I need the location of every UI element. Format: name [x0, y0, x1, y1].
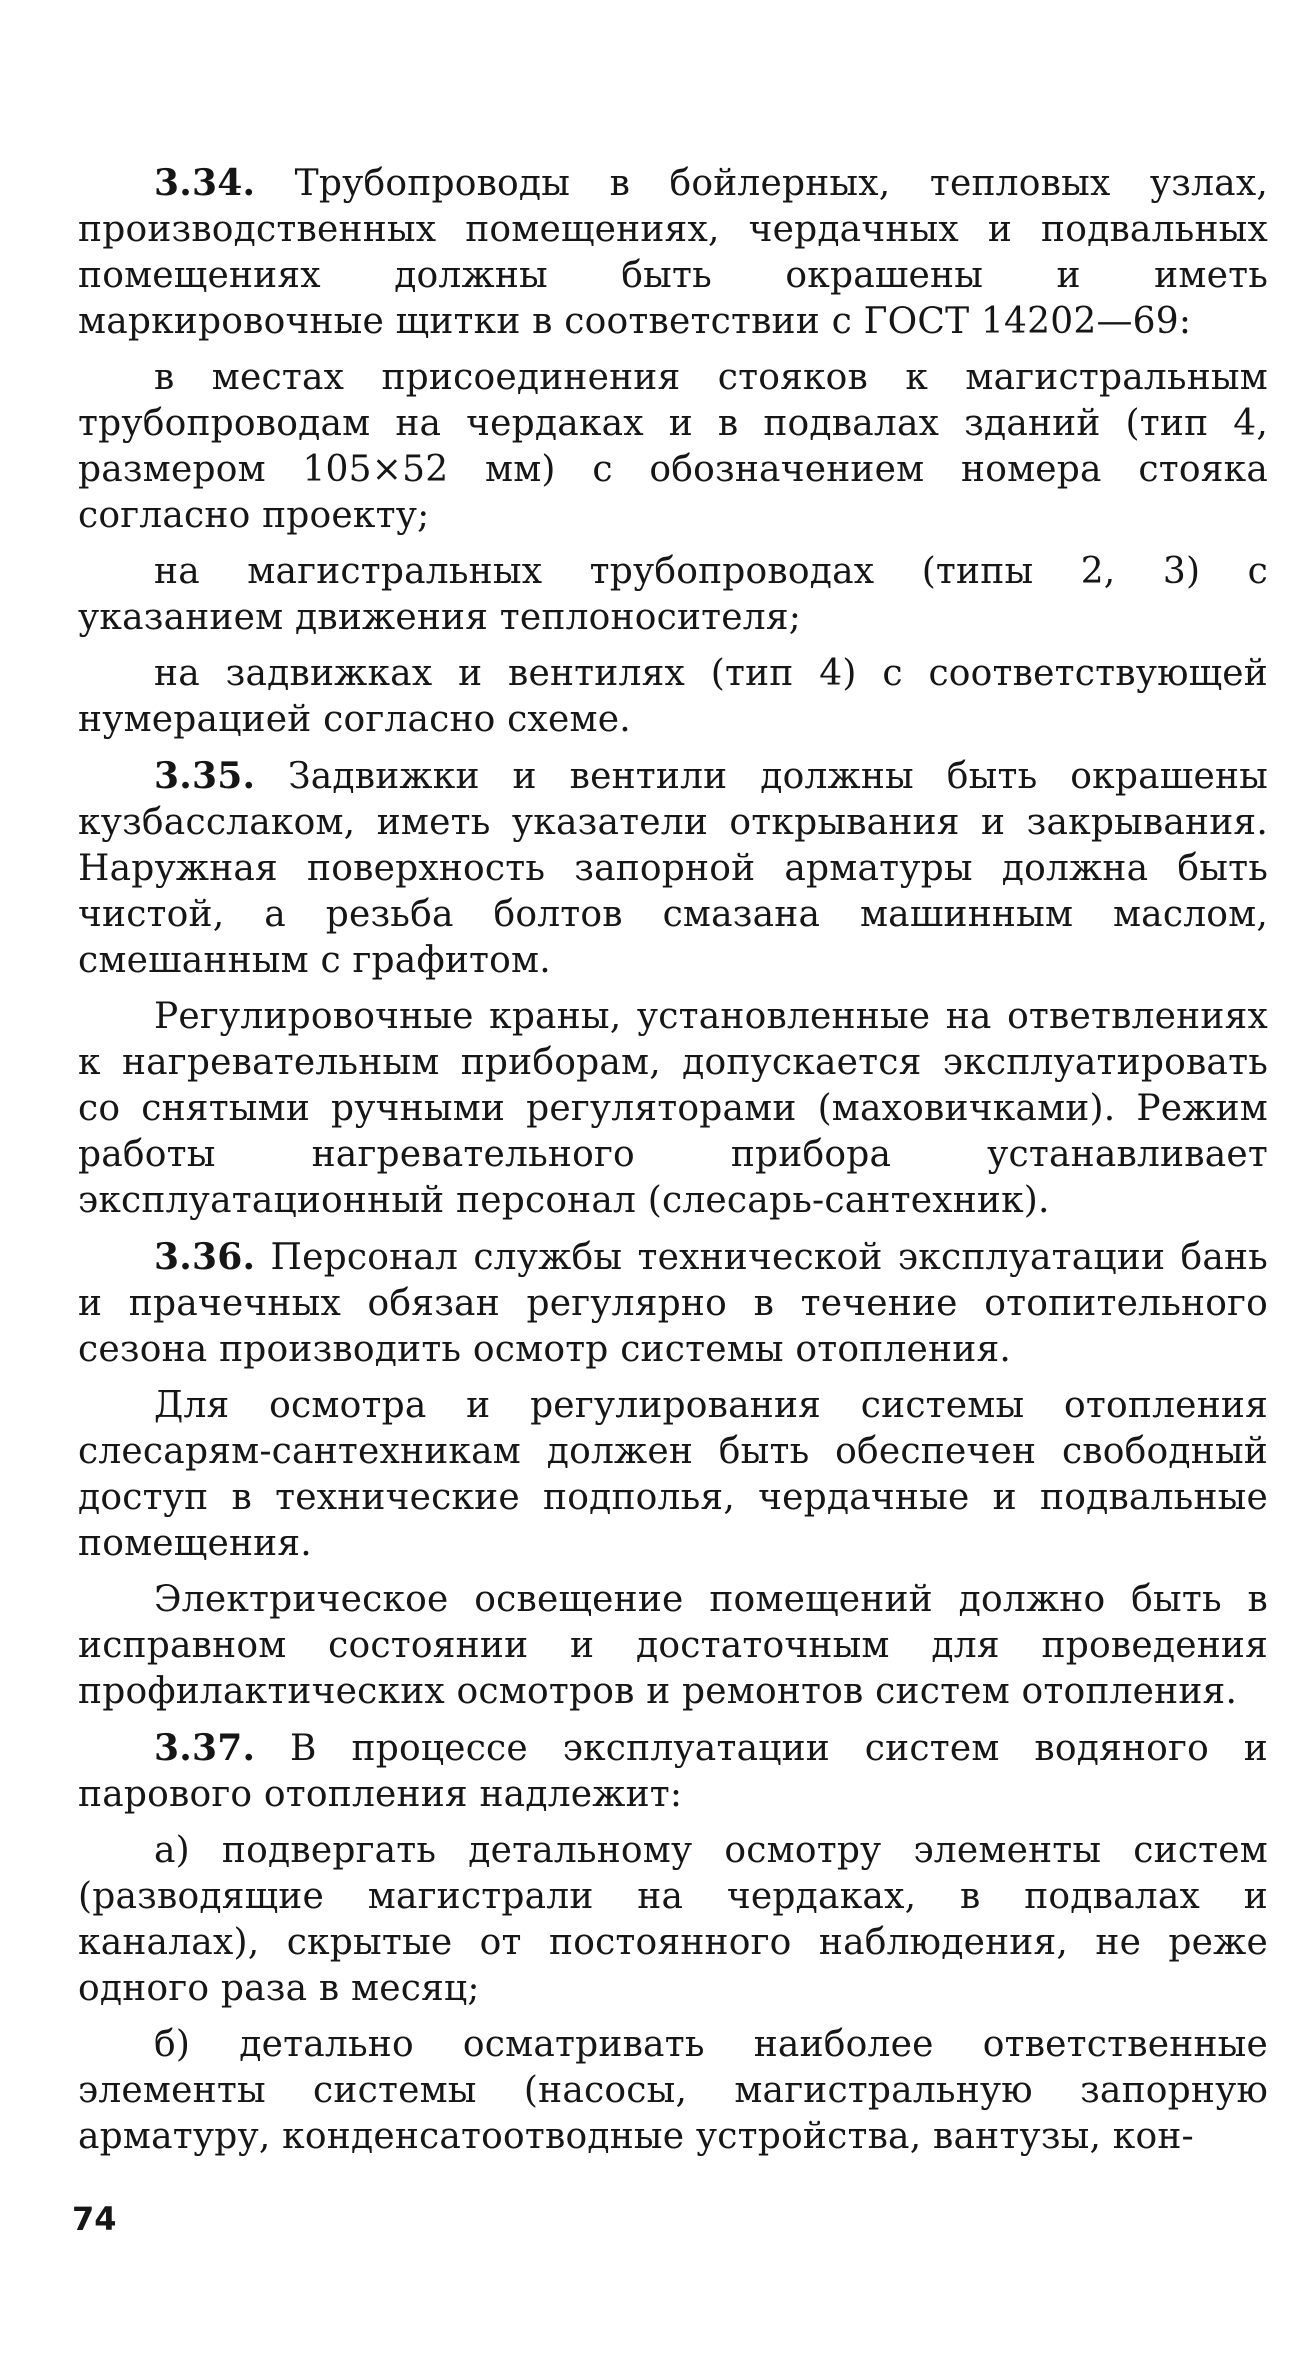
paragraph-text: Электрическое освещение помещений должно быть в исправном состоянии и достаточным для проведения профилактических осмотров и ремонтов систем отопления. [78, 1579, 1268, 1712]
clause-number: 3.35. [154, 755, 256, 797]
paragraph-riser-connection [78, 355, 1268, 539]
paragraph-text: в местах присоединения стояков к магистральным трубопроводам на чердаках и в подвалах зданий (тип 4, размером 105×52 мм) с обозначением номера стояка согласно проекту; [78, 357, 1268, 536]
body-text [78, 160, 1268, 2170]
paragraph-item-b [78, 2022, 1268, 2160]
paragraph-text: Задвижки и вентили должны быть окрашены кузбасслаком, иметь указатели открывания и закрывания. Наружная поверхность запорной арматуры должна быть чистой, а резьба болтов смазана машинным маслом, смешанным с графитом. [78, 756, 1268, 981]
paragraph-3-34 [78, 160, 1268, 345]
clause-number: 3.37. [154, 1727, 256, 1769]
paragraph-main-pipelines [78, 549, 1268, 641]
paragraph-text: на задвижках и вентилях (тип 4) с соответствующей нумерацией согласно схеме. [78, 653, 1268, 740]
paragraph-text: Трубопроводы в бойлерных, тепловых узлах, производственных помещениях, чердачных и подвальных помещениях должны быть окрашены и иметь маркировочные щитки в соответствии с ГОСТ 14202—69: [78, 163, 1268, 342]
paragraph-text: на магистральных трубопроводах (типы 2, 3) с указанием движения теплоносителя; [78, 551, 1268, 638]
paragraph-text: Регулировочные краны, установленные на ответвлениях к нагревательным приборам, допускается эксплуатировать со снятыми ручными регуляторами (маховичками). Режим работы нагревательного прибора устанавливает эксплуатационный персонал (слесарь-сантехник). [78, 996, 1268, 1221]
paragraph-valves-numbering [78, 651, 1268, 743]
clause-number: 3.34. [154, 162, 256, 204]
paragraph-3-36 [78, 1234, 1268, 1373]
paragraph-text: Персонал службы технической эксплуатации бань и прачечных обязан регулярно в течение отопительного сезона производить осмотр системы отопления. [78, 1237, 1268, 1370]
paragraph-text: В процессе эксплуатации систем водяного и парового отопления надлежит: [78, 1728, 1268, 1815]
paragraph-lighting [78, 1577, 1268, 1715]
paragraph-text: б) детально осматривать наиболее ответственные элементы системы (насосы, магистральную запорную арматуру, конденсатоотводные устройства, вантузы, кон- [78, 2024, 1268, 2157]
paragraph-text: а) подвергать детальному осмотру элементы систем (разводящие магистрали на чердаках, в подвалах и каналах), скрытые от постоянного наблюдения, не реже одного раза в месяц; [78, 1830, 1268, 2009]
clause-number: 3.36. [154, 1236, 256, 1278]
paragraph-3-37 [78, 1725, 1268, 1818]
paragraph-item-a [78, 1828, 1268, 2012]
paragraph-access [78, 1383, 1268, 1567]
page-number: 74 [72, 2200, 117, 2238]
paragraph-regulating-valves [78, 994, 1268, 1224]
paragraph-3-35 [78, 753, 1268, 984]
paragraph-text: Для осмотра и регулирования системы отопления слесарям-сантехникам должен быть обеспечен свободный доступ в технические подполья, чердачные и подвальные помещения. [78, 1385, 1268, 1564]
